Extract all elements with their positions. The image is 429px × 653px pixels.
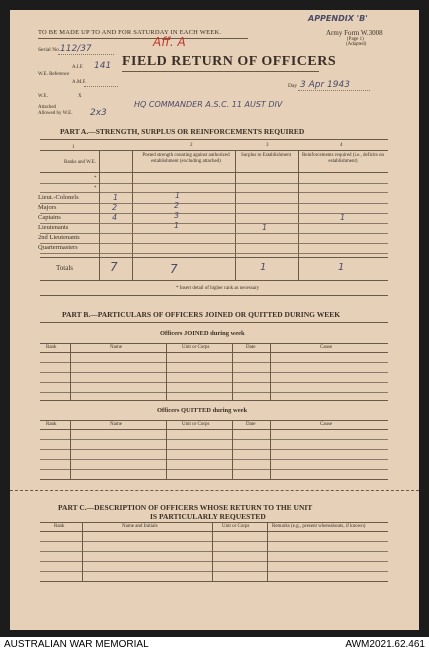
row-rule — [40, 233, 388, 234]
col-header-ranks: Ranks and W.E. — [64, 160, 96, 165]
joined-vline-1 — [70, 343, 71, 400]
star-row-2: * — [94, 186, 97, 191]
form-page — [10, 10, 419, 630]
joined-vline-4 — [270, 343, 271, 400]
part-c-row-rule — [40, 571, 388, 572]
joined-vline-2 — [166, 343, 167, 400]
aif-label: A.I.F. — [72, 65, 84, 70]
part-a-rule-numbers — [40, 150, 388, 151]
perforation-line — [10, 490, 419, 491]
amf-label: A.M.F. — [72, 80, 87, 85]
quitted-row-rule — [40, 469, 388, 470]
joined-col-name: Name — [110, 345, 122, 350]
we-label: W.E. — [38, 94, 48, 99]
totals-rule-bottom — [40, 280, 388, 281]
posted-value: 1 — [174, 221, 180, 230]
rank-label: Majors — [38, 204, 57, 211]
col-number-2: 2 — [190, 143, 193, 148]
quitted-title: Officers QUITTED during week — [157, 407, 248, 414]
archive-name: AUSTRALIAN WAR MEMORIAL — [4, 639, 149, 650]
star-row-1: * — [94, 176, 97, 181]
accession-number: AWM2021.62.461 — [345, 639, 425, 650]
footnote: * Insert detail of higher rank as necessary — [176, 286, 260, 291]
quitted-vline-4 — [270, 420, 271, 479]
part-c-row-rule — [40, 561, 388, 562]
serial-line — [58, 54, 114, 55]
rank-label: Lieut.-Colonels — [38, 194, 79, 201]
joined-col-cause: Cause — [320, 345, 333, 350]
allowed-label: Allowed by W.E. — [38, 111, 73, 116]
row-rule — [40, 223, 388, 224]
quitted-vline-3 — [232, 420, 233, 479]
totals-we: 7 — [110, 260, 118, 274]
joined-col-date: Date — [246, 345, 256, 350]
row-rule — [40, 203, 388, 204]
reinf-value: 1 — [340, 213, 346, 222]
archive-footer — [0, 637, 429, 653]
part-c-col-name: Name and Initials — [122, 524, 158, 529]
joined-title: Officers JOINED during week — [160, 330, 245, 337]
col-number-1: 1 — [72, 145, 75, 150]
rank-label: 2nd Lieutenants — [38, 234, 80, 241]
appendix-mark: APPENDIX 'B' — [308, 14, 368, 23]
quitted-row-rule — [40, 439, 388, 440]
x-label: X — [78, 94, 82, 99]
quitted-col-name: Name — [110, 422, 122, 427]
totals-surplus: 1 — [260, 262, 267, 273]
joined-rule-bottom — [40, 400, 388, 401]
day-value: 3 Apr 1943 — [300, 80, 350, 90]
part-a-vline-1 — [99, 150, 100, 280]
part-a-vline-2 — [132, 150, 133, 280]
part-c-title-line1: PART C.—DESCRIPTION OF OFFICERS WHOSE RETURN TO THE UNIT — [58, 503, 313, 512]
quitted-vline-1 — [70, 420, 71, 479]
part-a-rule-end — [40, 295, 388, 296]
row-rule — [40, 243, 388, 244]
part-c-title-line2: IS PARTICULARLY REQUESTED — [150, 512, 266, 521]
col-header-surplus: Surplus to Establishment — [241, 153, 291, 158]
serial-label: Serial No. — [38, 47, 61, 53]
amf-line — [84, 86, 118, 87]
quitted-rule-bottom — [40, 479, 388, 480]
joined-vline-3 — [232, 343, 233, 400]
part-a-vline-3 — [235, 150, 236, 280]
part-c-col-unit: Unit or Corps — [222, 524, 250, 529]
col-number-3: 3 — [266, 143, 269, 148]
part-c-col-rank: Rank — [54, 524, 65, 529]
joined-row-rule — [40, 362, 388, 363]
red-annotation: Aff. A — [153, 35, 186, 49]
form-adapted: (Adapted) — [346, 42, 367, 47]
we-reference-label: W.E. Reference — [38, 72, 70, 77]
form-page: (Page 1) — [347, 37, 364, 42]
unit-value: HQ COMMANDER A.S.C. 11 AUST DIV — [134, 100, 283, 109]
surplus-value: 1 — [262, 223, 268, 232]
attached-label: Attached — [38, 105, 57, 110]
part-a-rule-star1 — [40, 183, 388, 184]
day-line — [298, 90, 370, 91]
totals-reinf: 1 — [338, 262, 345, 273]
joined-rule-header-top — [40, 343, 388, 344]
joined-row-rule — [40, 382, 388, 383]
quitted-col-rank: Rank — [46, 422, 57, 427]
part-a-title: PART A.—STRENGTH, SURPLUS OR REINFORCEMENTS REQUIRED — [60, 127, 305, 136]
part-c-vline-2 — [212, 522, 213, 581]
quitted-col-date: Date — [246, 422, 256, 427]
part-b-title: PART B.—PARTICULARS OF OFFICERS JOINED OR QUITTED DURING WEEK — [62, 310, 341, 319]
totals-label: Totals — [56, 264, 74, 272]
joined-rule-header-bottom — [40, 352, 388, 353]
rank-label: Lieutenants — [38, 224, 69, 231]
part-c-row-rule — [40, 551, 388, 552]
totals-rule-top — [40, 257, 388, 258]
row-rule — [40, 213, 388, 214]
part-c-vline-1 — [82, 522, 83, 581]
part-c-row-rule — [40, 541, 388, 542]
form-name: Army Form W.3008 — [326, 29, 383, 37]
col-header-reinforcements: Reinforcements required (i.e., deficits on establishment) — [301, 153, 385, 164]
aif-value: 141 — [94, 61, 112, 71]
we-value: 1 — [113, 193, 119, 202]
title-underline — [122, 71, 319, 72]
joined-col-rank: Rank — [46, 345, 57, 350]
part-c-vline-3 — [267, 522, 268, 581]
joined-row-rule — [40, 372, 388, 373]
quitted-rule-header-top — [40, 420, 388, 421]
quitted-row-rule — [40, 459, 388, 460]
attached-value: 2x3 — [90, 108, 107, 118]
part-c-rule-top — [40, 522, 388, 523]
rank-label: Quartermasters — [38, 244, 78, 251]
quitted-col-cause: Cause — [320, 422, 333, 427]
part-b-rule-top — [40, 322, 388, 323]
posted-value: 3 — [174, 211, 180, 220]
part-a-vline-4 — [298, 150, 299, 280]
joined-col-unit: Unit or Corps — [182, 345, 210, 350]
part-a-rule-top — [40, 139, 388, 140]
quitted-row-rule — [40, 449, 388, 450]
row-rule — [40, 253, 388, 254]
joined-row-rule — [40, 392, 388, 393]
part-c-col-remarks: Remarks (e.g., present whereabouts, if known) — [272, 524, 366, 529]
col-header-posted: Posted strength counting against authorized establishment (excluding attached) — [142, 153, 230, 164]
part-a-rule-star2 — [40, 192, 388, 193]
day-label: Day — [288, 83, 298, 89]
we-value: 2 — [112, 203, 118, 212]
rank-label: Captains — [38, 214, 61, 221]
posted-value: 2 — [174, 201, 180, 210]
instruction-underline — [38, 38, 248, 39]
part-a-rule-header — [40, 172, 388, 173]
posted-value: 1 — [175, 191, 181, 200]
quitted-vline-2 — [166, 420, 167, 479]
serial-value: 112/37 — [60, 44, 92, 54]
totals-posted: 7 — [170, 262, 178, 276]
form-title: FIELD RETURN OF OFFICERS — [122, 54, 337, 69]
instruction-text: TO BE MADE UP TO AND FOR SATURDAY IN EACH WEEK. — [38, 29, 222, 36]
quitted-rule-header-bottom — [40, 429, 388, 430]
part-c-rule-bottom — [40, 581, 388, 582]
quitted-col-unit: Unit or Corps — [182, 422, 210, 427]
we-value: 4 — [112, 213, 118, 222]
col-number-4: 4 — [340, 143, 343, 148]
part-c-rule-header — [40, 531, 388, 532]
